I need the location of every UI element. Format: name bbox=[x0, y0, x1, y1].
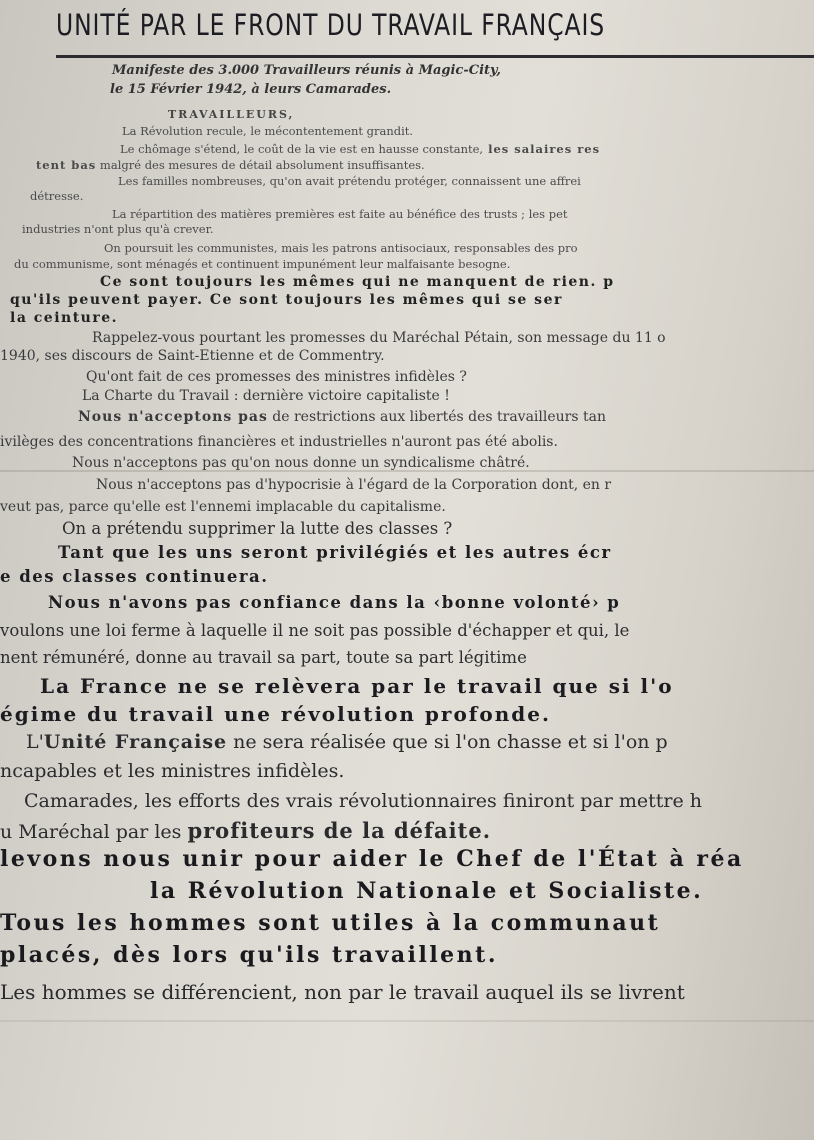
text-line: Tant que les uns seront privilégiés et les autres écr bbox=[58, 543, 612, 562]
text-line: la Révolution Nationale et Socialiste. bbox=[150, 878, 704, 904]
text-line: ncapables et les ministres infidèles. bbox=[0, 760, 345, 782]
text-line: qu'ils peuvent payer. Ce sont toujours les mêmes qui se ser bbox=[10, 292, 563, 308]
subtitle-line: Manifeste des 3.000 Travailleurs réunis à Magic-City, bbox=[112, 63, 501, 78]
section-heading: TRAVAILLEURS, bbox=[168, 108, 295, 121]
text-line: Le chômage s'étend, le coût de la vie est en hausse constante, les salaires res bbox=[120, 142, 601, 156]
text-line: Les hommes se différencient, non par le travail auquel ils se livrent bbox=[0, 980, 685, 1004]
text-line: égime du travail une révolution profonde. bbox=[0, 702, 551, 726]
text-line: ivilèges des concentrations financières et industrielles n'auront pas été abolis. bbox=[0, 434, 558, 450]
text-line: placés, dès lors qu'ils travaillent. bbox=[0, 942, 498, 968]
page-title: UNITÉ PAR LE FRONT DU TRAVAIL FRANÇAIS bbox=[56, 8, 606, 42]
text-line: du communisme, sont ménagés et continuent impunément leur malfaisante besogne. bbox=[14, 257, 511, 271]
text-line: nent rémunéré, donne au travail sa part, toute sa part légitime bbox=[0, 648, 527, 667]
text-line: On poursuit les communistes, mais les patrons antisociaux, responsables des pro bbox=[104, 241, 578, 255]
subtitle-line: le 15 Février 1942, à leurs Camarades. bbox=[110, 82, 392, 97]
text-line: la ceinture. bbox=[10, 310, 118, 326]
text-line: Nous n'acceptons pas qu'on nous donne un syndicalisme châtré. bbox=[72, 455, 530, 471]
text-line: La France ne se relèvera par le travail que si l'o bbox=[40, 674, 674, 698]
text-line: La Révolution recule, le mécontentement grandit. bbox=[122, 124, 414, 138]
text-line: Tous les hommes sont utiles à la communaut bbox=[0, 910, 661, 936]
text-line: Camarades, les efforts des vrais révolutionnaires finiront par mettre h bbox=[24, 790, 702, 812]
text-line: levons nous unir pour aider le Chef de l'État à réa bbox=[0, 846, 744, 872]
text-line: Nous n'avons pas confiance dans la ‹bonne volonté› p bbox=[48, 593, 621, 612]
text-line: voulons une loi ferme à laquelle il ne soit pas possible d'échapper et qui, le bbox=[0, 621, 630, 640]
paper-fold bbox=[0, 1020, 814, 1022]
text-line: 1940, ses discours de Saint-Etienne et de Commentry. bbox=[0, 348, 385, 364]
text-line: L'Unité Française ne sera réalisée que si l'on chasse et si l'on p bbox=[26, 731, 668, 753]
title-rule bbox=[56, 55, 814, 58]
text-line: On a prétendu supprimer la lutte des classes ? bbox=[62, 519, 453, 538]
text-line: industries n'ont plus qu'à crever. bbox=[22, 222, 214, 236]
text-line: e des classes continuera. bbox=[0, 567, 269, 586]
text-line: Qu'ont fait de ces promesses des ministres infidèles ? bbox=[86, 369, 467, 385]
text-line: u Maréchal par les profiteurs de la défaite. bbox=[0, 818, 492, 843]
text-line: Ce sont toujours les mêmes qui ne manquent de rien. p bbox=[100, 274, 615, 290]
text-line: veut pas, parce qu'elle est l'ennemi implacable du capitalisme. bbox=[0, 499, 446, 515]
text-line: Rappelez-vous pourtant les promesses du Maréchal Pétain, son message du 11 o bbox=[92, 330, 666, 346]
text-line: tent bas malgré des mesures de détail absolument insuffisantes. bbox=[36, 158, 425, 172]
text-line: Nous n'acceptons pas de restrictions aux libertés des travailleurs tan bbox=[78, 409, 606, 425]
text-line: Les familles nombreuses, qu'on avait prétendu protéger, connaissent une affrei bbox=[118, 174, 581, 188]
text-line: Nous n'acceptons pas d'hypocrisie à l'égard de la Corporation dont, en r bbox=[96, 477, 612, 493]
text-line: La Charte du Travail : dernière victoire capitaliste ! bbox=[82, 388, 450, 404]
text-line: La répartition des matières premières est faite au bénéfice des trusts ; les pet bbox=[112, 207, 568, 221]
text-line: détresse. bbox=[30, 189, 84, 203]
